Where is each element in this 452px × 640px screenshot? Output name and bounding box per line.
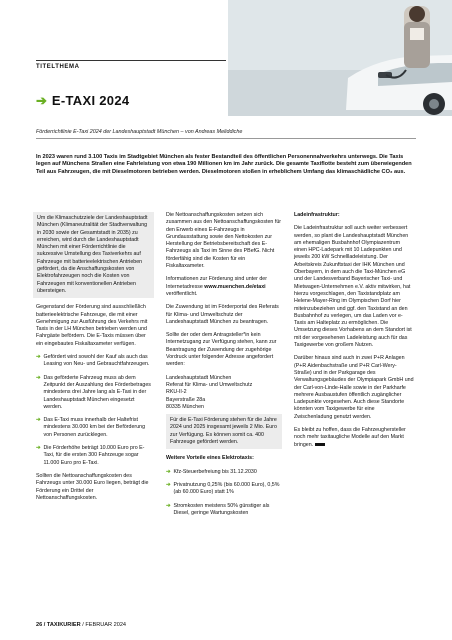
arrow-right-icon: ➔	[36, 445, 41, 452]
info-box: Um die Klimaschutzziele der Landeshauptstadt München (Klimaneutralität der Stadtverwaltung in 2030 sowie der Gesamtstadt in 2035) zu erreichen, wird durch die Landeshauptstadt München mit einer Förderrichtlinie die sukzessive Umstellung des Taxiverkehrs auf Fahrzeuge mit batterieelektrischen Antrieben gefördert, da die Anschaffungskosten von Elektrofahrzeugen noch die Kosten von Fahrzeugen mit konventionellen Antrieben übersteigen.	[33, 212, 154, 298]
article-title-text: E-TAXI 2024	[51, 93, 130, 108]
arrow-right-icon: ➔	[166, 468, 171, 475]
bullet-item: ➔ Das E-Taxi muss innerhalb der Haltefrist mindestens 30.000 km bei der Beförderung von Personen zurücklegen.	[36, 417, 146, 438]
funding-box: Für die E-Taxi Förderung stehen für die Jahre 2024 und 2025 insgesamt jeweils 2 Mio. Euro zur Verfügung. Es können somit ca. 400 Fahrzeuge gefördert werden.	[166, 414, 282, 449]
column-3	[294, 212, 414, 455]
page-footer	[36, 622, 126, 628]
column-1	[36, 212, 154, 508]
column-2	[166, 212, 282, 523]
section-kicker: TITELTHEMA	[36, 64, 80, 70]
paragraph-url: Informationen zur Förderung sind unter der Internetadresse www.muenchen.de/etaxi veröffentlicht.	[166, 276, 267, 297]
paragraph: Gegenstand der Förderung sind ausschließlich batterieelektrische Fahrzeuge, die mit einer Genehmigung zur Ausführung des Verkehrs mit Taxis in der LH München betrieben werden und Fahrgäste befördern. Die E-Taxis müssen über ein eingebautes Fiskaltaxameter verfügen.	[36, 304, 148, 347]
arrow-right-icon: ➔	[36, 374, 41, 381]
issue-date: / FEBRUAR 2024	[80, 622, 127, 628]
header-rule	[36, 60, 226, 61]
address-block: Landeshauptstadt München Referat für Klima- und Umweltschutz RKU-II-2 Bayerstraße 28a 80335 München	[166, 374, 253, 410]
bullet-item: ➔ Das geförderte Fahrzeug muss ab dem Zeitpunkt der Auszahlung des Förderbetrages mindestens drei Jahre lang als E-Taxi in der Landeshauptstadt München eingesetzt werden.	[36, 374, 151, 410]
paragraph: Sollten die Nettoanschaffungskosten des Fahrzeugs unter 30.000 Euro liegen, beträgt die Förderung ein Drittel der Nettoanschaffungskosten.	[36, 472, 149, 501]
header-photo-ev-charging	[228, 0, 452, 116]
paragraph: Die Nettoanschaffungskosten setzen sich zusammen aus den Nettoanschaffungskosten für den Erwerb eines E-Fahrzeugs in Grundausstattung sowie den Nettokosten zur Herstellung der Betriebsbereitschaft des E-Fahrzeugs als Taxi im Sinne des PBefG. Nicht förderfähig sind die Kosten für ein Fiskaltaxameter.	[166, 212, 282, 270]
divider	[36, 138, 416, 139]
intro-lead	[36, 154, 416, 176]
subheading: Weitere Vorteile eines Elektrotaxis:	[166, 455, 254, 462]
paragraph: Die Zuwendung ist im Förderportal des Referats für Klima- und Umweltschutz der Landeshauptstadt München zu beantragen.	[166, 304, 279, 325]
bullet-item: ➔ Privatnutzung 0,25% (bis 60.000 Euro), 0,5% (ab 60.000 Euro) statt 1%	[166, 481, 280, 496]
arrow-right-icon: ➔	[166, 502, 171, 509]
page-number: 26 / TAXIKURIER	[36, 622, 81, 628]
bullet-item: ➔ Stromkosten meistens 50% günstiger als Diesel, geringe Wartungskosten	[166, 502, 270, 516]
intro-paragraph: In 2023 waren rund 3.100 Taxis im Stadtgebiet München als fester Bestandteil des öffentlichen Personennahverkehrs unterwegs. Die Taxis legen auf Münchens Straßen eine Fahrleistung von etwa 190 Millionen km im Jahr zurück. Die gesamte Taxiflotte besteht zum überwiegenden Teil aus Fahrzeugen, die mit Dieselmotoren betrieben werden. Dieselmotoren stoßen in erheblichem Umfang das klimaschädliche CO₂ aus.	[36, 154, 412, 175]
bullet-item: ➔ Gefördert wird sowohl der Kauf als auch das Leasing von Neu- und Gebrauchtfahrzeugen.	[36, 354, 150, 368]
photo-illustration	[228, 0, 452, 116]
paragraph: Darüber hinaus sind auch in zwei P+R Anlagen (P+R Aidenbachstraße und P+R Carl-Wery-Straße) und in der Parkgarage des Verwaltungsgebäudes der Olympiapark GmbH und der Carl-von-Linde-Halle sowie in der Parkharfe mehrere Ausbaustufen öffentlich zugänglicher Ladepunkte vorgesehen. Auch diese Standorte könnten vom Taxigewerbe für eine Zwischenladung genutzt werden.	[294, 355, 414, 420]
arrow-right-icon: ➔	[36, 354, 41, 361]
url-link[interactable]: www.muenchen.de/etaxi	[204, 283, 266, 290]
bullet-item: ➔ Die Förderhöhe beträgt 10.000 Euro pro E-Taxi, für die ersten 300 Fahrzeuge sogar 11.000 Euro pro E-Taxi.	[36, 445, 145, 466]
arrow-right-icon: ➔	[36, 417, 41, 424]
arrow-right-icon: ➔	[166, 481, 171, 488]
article-title	[36, 93, 129, 108]
paragraph-final: Es bleibt zu hoffen, dass die Fahrzeughersteller noch mehr taxitaugliche Modelle auf den Markt bringen.	[294, 427, 406, 448]
paragraph: Die Ladeinfrastruktur soll auch weiter verbessert werden, so plant die Landeshauptstadt München am ehemaligen Busbahnhof Olympiazentrum einen HPC-Ladepark mit 10 Ladepunkten und jeweils 200 kW Schnellladeleistung. Der Arbeitskreis Zukunftstaxi der IHK München und Oberbayern, in dem auch die Taxi-München eG und der Landesverband Bayerischer Taxi- und Mietwagen-Unternehmen e.V. aktiv mitwirken, hat hierzu vorgeschlagen, den Taxistandplatz am Helene-Mayer-Ring im Olympischen Dorf hier miteinzubeziehen und ggf. den Taxistand an den Busbahnhof zu verlegen, um das Laden vor e-Taxis am Halteplatz zu ermöglichen. Die Umsetzung dieses Vorhabens an dem Standort ist mit der vorgesehenen Ladeleistung auch für das Taxigewerbe von großem Nutzen.	[294, 225, 412, 349]
paragraph: Sollte der oder dem Antragsteller*in kein Internetzugang zur Verfügung stehen, kann zur Beantragung der Zuwendung der zugehörige Vordruck unter folgender Adresse angefordert werden:	[166, 332, 277, 368]
end-mark-icon	[315, 443, 325, 446]
subheading: Ladeinfrastruktur:	[294, 212, 340, 218]
byline: Förderrichtlinie E-Taxi 2024 der Landeshauptstadt München – von Andreas Meliddiche	[36, 129, 243, 135]
bullet-item: ➔ Kfz-Steuerbefreiung bis 31.12.2030	[166, 468, 257, 475]
arrow-right-icon: ➔	[36, 93, 47, 108]
